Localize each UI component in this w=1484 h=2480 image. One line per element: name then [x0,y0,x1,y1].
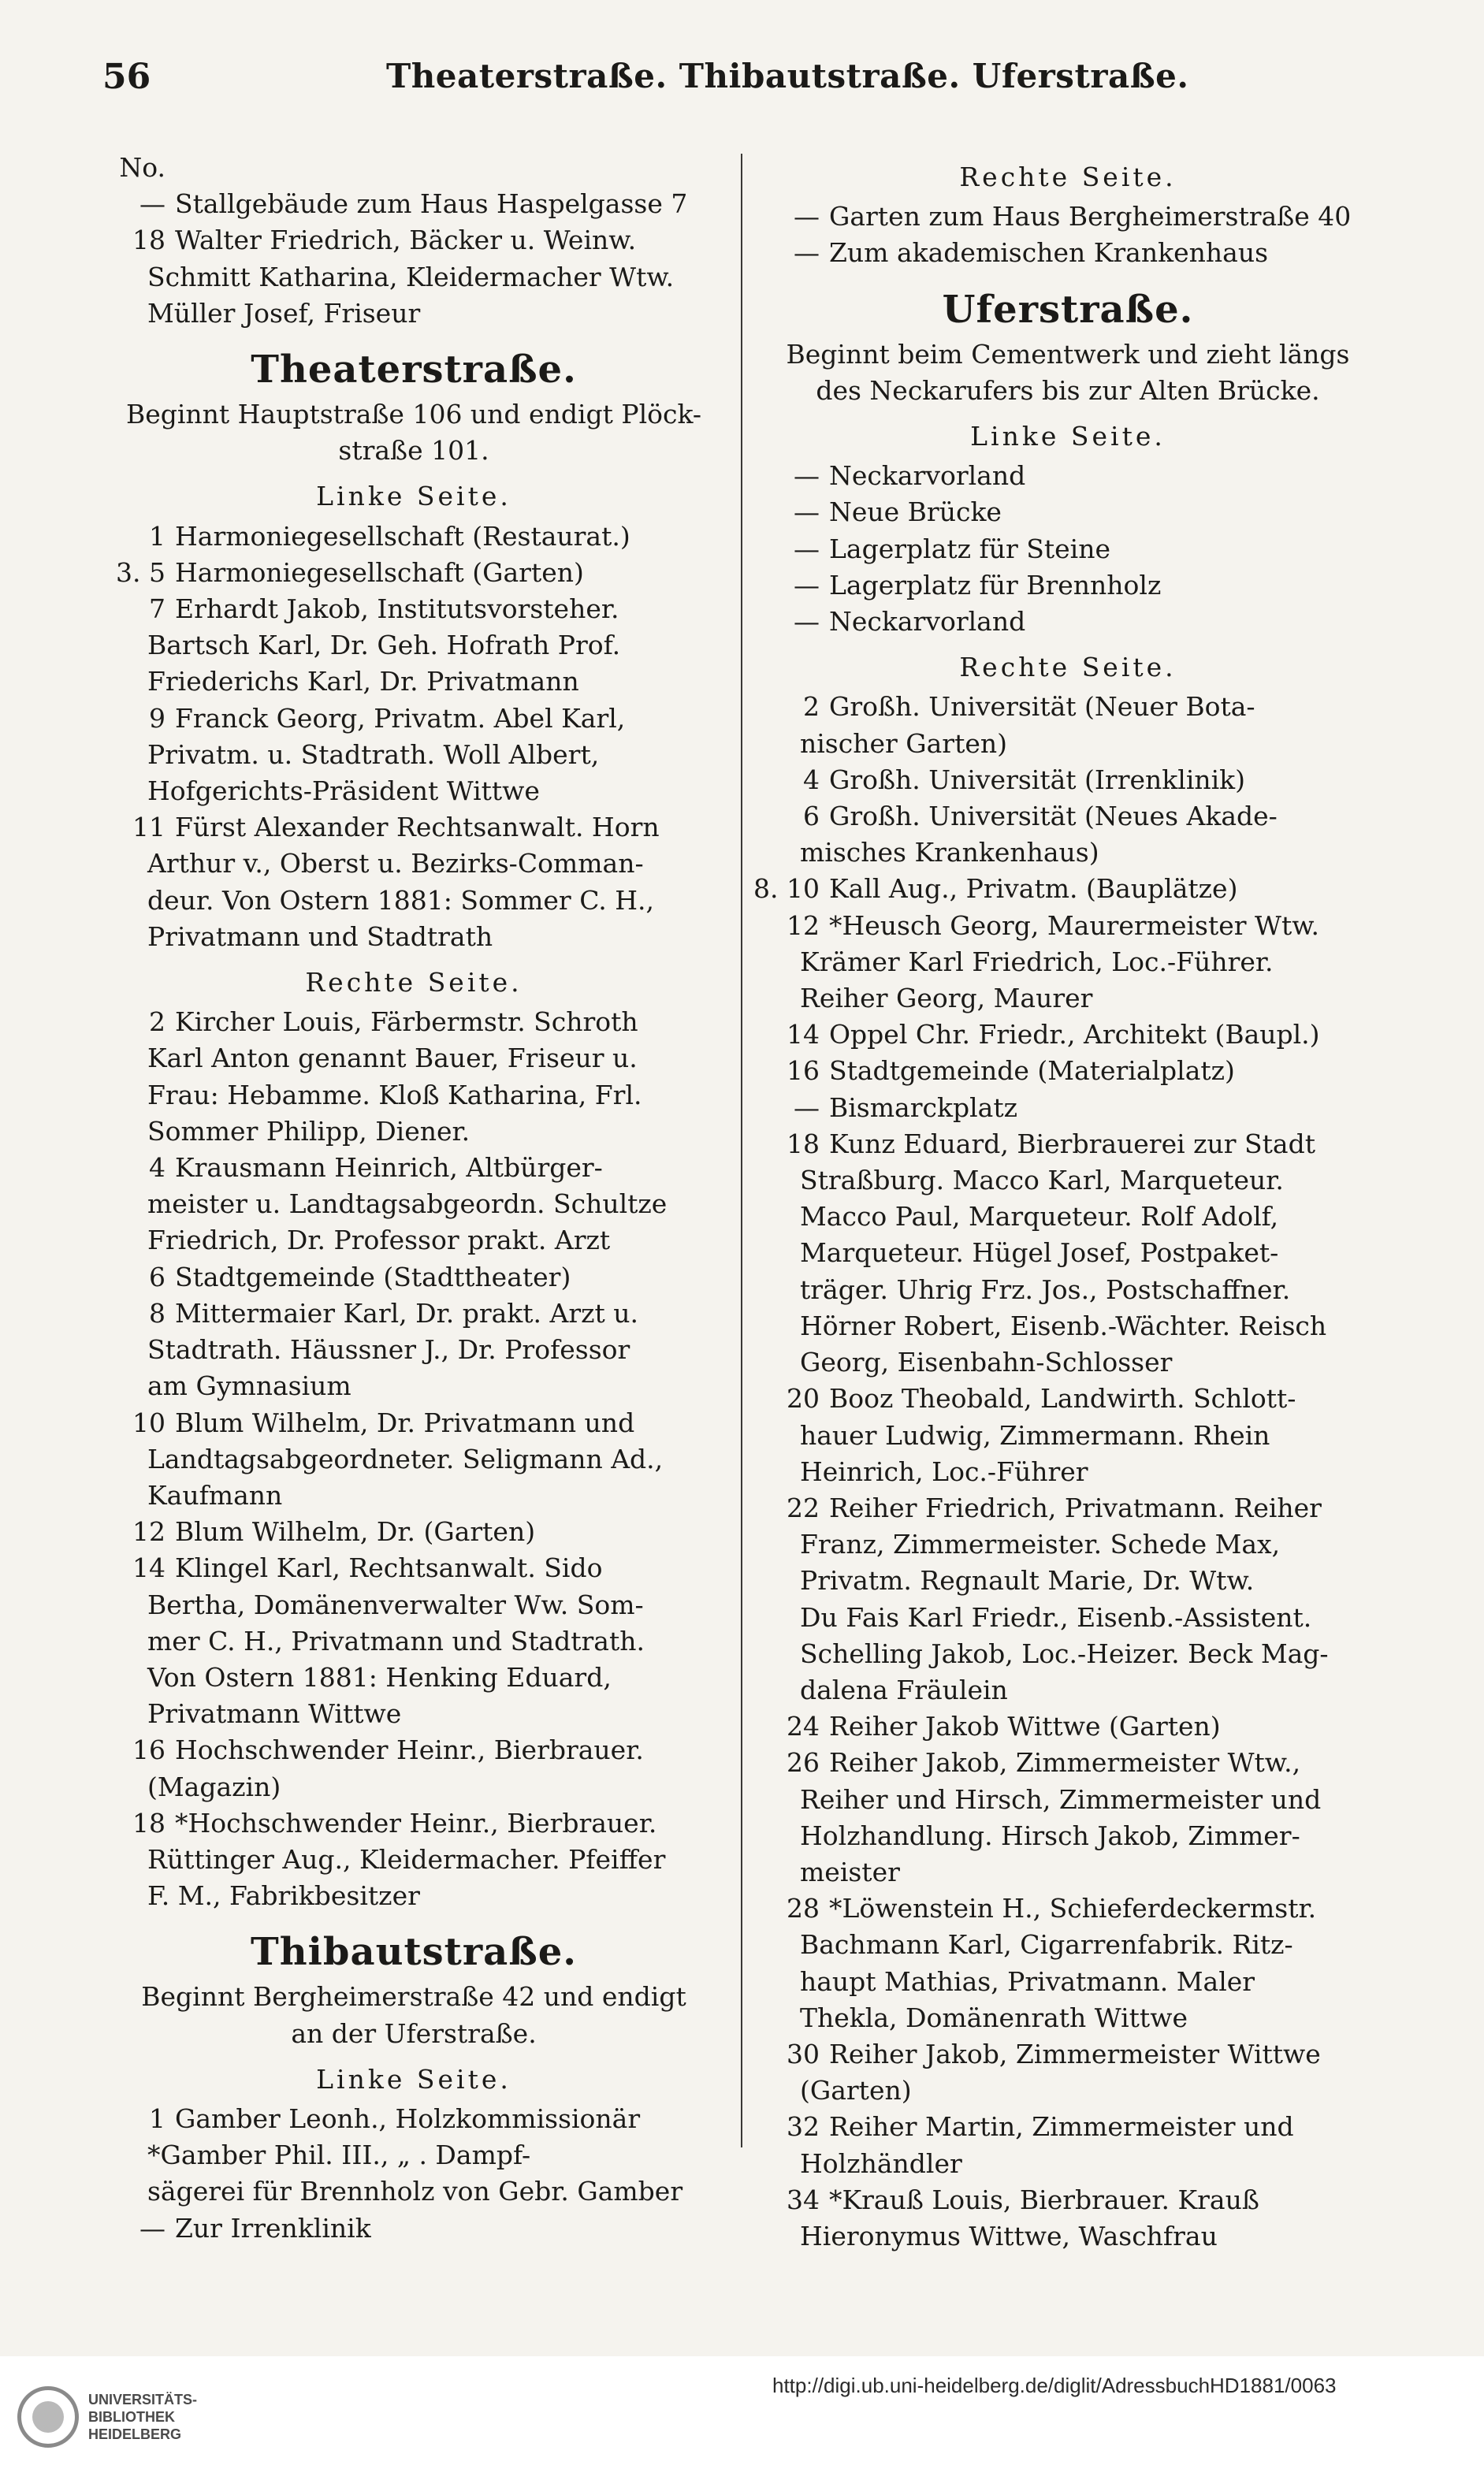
house-number: — [794,569,820,600]
entry-continuation: mer C. H., Privatmann und Stadtrath. [147,1625,645,1656]
source-url-link[interactable]: http://digi.ub.uni-heidelberg.de/diglit/AdressbuchHD1881/0063 [772,2374,1337,2397]
side-heading: Linke Seite. [316,2063,511,2095]
entry-text: Harmoniegesellschaft (Garten) [175,556,584,588]
entry-text: *Krauß Louis, Bierbrauer. Krauß [829,2184,1259,2215]
entry-text: Zur Irrenklinik [175,2212,371,2244]
house-number: 22 [787,1492,820,1523]
house-number: 1 [149,2103,166,2134]
house-number: 16 [132,1735,166,1766]
entry-continuation: Stadtrath. Häussner J., Dr. Professor [147,1334,630,1366]
house-number: 1 [149,520,166,552]
entry-continuation: meister [800,1856,900,1887]
entry-continuation: nischer Garten) [800,727,1008,759]
entry-line [99,1150,729,1186]
entry-line [753,1090,1383,1126]
house-number: — [139,2212,166,2244]
entry-continuation: haupt Mathias, Privatmann. Maler [800,1965,1255,1997]
entry-text: Franck Georg, Privatm. Abel Karl, [175,702,626,734]
house-number: 30 [787,2038,820,2069]
column-divider [741,154,742,2147]
entry-text: Kall Aug., Privatm. (Bauplätze) [829,873,1238,905]
entry-line [753,1126,1383,1162]
entry-text: Reiher Friedrich, Privatmann. Reiher [829,1492,1322,1523]
entry-line [99,1514,729,1550]
street-description: des Neckarufers bis zur Alten Brücke. [816,374,1320,406]
house-number: 18 [132,1807,166,1839]
entry-line [99,186,729,222]
entry-continuation: Franz, Zimmermeister. Schede Max, [800,1529,1281,1560]
entry-line [753,458,1383,494]
street-heading: Uferstraße. [942,287,1194,332]
entry-line [99,519,729,555]
entry-text: Stadtgemeinde (Stadttheater) [175,1261,571,1292]
entry-text: Reiher Jakob, Zimmermeister Wittwe [829,2038,1321,2069]
house-number: — [794,496,820,528]
left-column [99,150,729,2247]
entry-line [99,1405,729,1441]
house-number: — [794,201,820,232]
entry-continuation: dalena Fräulein [800,1674,1008,1705]
house-number: 14 [787,1019,820,1050]
entry-line [99,1259,729,1296]
house-number: 16 [787,1055,820,1087]
entry-continuation: Landtagsabgeordneter. Seligmann Ad., [147,1443,664,1474]
entry-continuation: Straßburg. Macco Karl, Marqueteur. [800,1165,1284,1196]
entry-text: *Heusch Georg, Maurermeister Wtw. [829,909,1320,941]
entry-continuation: Kaufmann [147,1479,283,1511]
entry-text: Booz Theobald, Landwirth. Schlott- [829,1383,1296,1415]
entry-text: Großh. Universität (Irrenklinik) [829,764,1246,795]
entry-continuation: Schelling Jakob, Loc.-Heizer. Beck Mag- [800,1638,1329,1669]
entry-line [753,1053,1383,1089]
entry-line [753,604,1383,640]
house-number: 28 [787,1893,820,1924]
entry-text: Garten zum Haus Bergheimerstraße 40 [829,201,1352,232]
entry-continuation: träger. Uhrig Frz. Jos., Postschaffner. [800,1273,1291,1305]
house-number: 7 [149,593,166,625]
entry-continuation: (Garten) [800,2075,912,2106]
house-number: — [794,606,820,638]
entry-continuation: Privatm. u. Stadtrath. Woll Albert, [147,738,600,770]
entry-continuation: Marqueteur. Hügel Josef, Postpaket- [800,1237,1279,1269]
entry-line [753,1381,1383,1417]
entry-text: Stadtgemeinde (Materialplatz) [829,1055,1235,1087]
logo-line: BIBLIOTHEK [88,2409,175,2425]
house-number: 24 [787,1711,820,1742]
entry-text: Krausmann Heinrich, Altbürger- [175,1152,603,1184]
library-seal-icon [17,2386,79,2448]
page-header [102,57,1382,112]
house-number: 6 [803,801,820,832]
entry-line [753,798,1383,835]
entry-line [99,1550,729,1586]
entry-text: Lagerplatz für Steine [829,533,1110,564]
entry-text: Großh. Universität (Neues Akade- [829,801,1278,832]
logo-line: HEIDELBERG [88,2426,182,2442]
entry-continuation: Privatm. Regnault Marie, Dr. Wtw. [800,1565,1255,1597]
entry-line [753,494,1383,530]
house-number: 34 [787,2184,820,2215]
right-column [753,150,1383,2255]
entry-text: Neckarvorland [829,460,1026,492]
house-number: 3. 5 [116,556,166,588]
entry-continuation: Schmitt Katharina, Kleidermacher Wtw. [147,261,675,292]
entry-continuation: misches Krankenhaus) [800,837,1099,868]
entry-continuation: *Gamber Phil. III., „ . Dampf- [147,2140,531,2171]
entry-text: Oppel Chr. Friedr., Architekt (Baupl.) [829,1019,1320,1050]
house-number: 12 [787,909,820,941]
street-description: Beginnt beim Cementwerk und zieht längs [786,338,1350,370]
entry-text: Reiher Martin, Zimmermeister und [829,2111,1294,2143]
house-number: 11 [132,812,166,843]
entry-text: *Löwenstein H., Schieferdeckermstr. [829,1893,1317,1924]
entry-line [99,1732,729,1768]
entry-continuation: Hörner Robert, Eisenb.-Wächter. Reisch [800,1310,1327,1341]
entry-continuation: sägerei für Brennholz von Gebr. Gamber [147,2176,683,2207]
entry-continuation: Holzhändler [800,2147,962,2179]
library-logo-text [88,2391,197,2443]
entry-continuation: Müller Josef, Friseur [147,297,421,329]
entry-text: Neckarvorland [829,606,1026,638]
entry-text: Großh. Universität (Neuer Bota- [829,691,1255,723]
entry-line [753,871,1383,907]
entry-text: Klingel Karl, Rechtsanwalt. Sido [175,1552,603,1584]
house-number: — [139,188,166,220]
house-number: 14 [132,1552,166,1584]
house-number: No. [119,152,166,183]
page-number: 56 [102,57,151,97]
house-number: 18 [132,225,166,256]
entry-continuation: Von Ostern 1881: Henking Eduard, [147,1661,612,1693]
entry-text: Bismarckplatz [829,1091,1017,1123]
logo-line: UNIVERSITÄTS- [88,2392,198,2407]
entry-continuation: Privatmann Wittwe [147,1698,402,1730]
entry-text: Zum akademischen Krankenhaus [829,237,1269,269]
entry-continuation: Bachmann Karl, Cigarrenfabrik. Ritz- [800,1929,1293,1961]
entry-line [753,531,1383,567]
entry-text: Blum Wilhelm, Dr. Privatmann und [175,1407,635,1438]
street-heading: Thibautstraße. [251,1930,577,1975]
entry-continuation: Holzhandlung. Hirsch Jakob, Zimmer- [800,1820,1300,1851]
entry-continuation: Georg, Eisenbahn-Schlosser [800,1347,1173,1378]
house-number: 9 [149,702,166,734]
entry-continuation: am Gymnasium [147,1370,351,1402]
entry-line [753,908,1383,944]
entry-line [99,150,729,186]
entry-text: Lagerplatz für Brennholz [829,569,1162,600]
entry-continuation: Du Fais Karl Friedr., Eisenb.-Assistent. [800,1601,1312,1633]
entry-line [753,1017,1383,1053]
street-description: an der Uferstraße. [291,2017,537,2049]
entry-text: Neue Brücke [829,496,1002,528]
entry-line [753,689,1383,725]
entry-continuation: Hofgerichts-Präsident Wittwe [147,775,540,807]
entry-continuation: Rüttinger Aug., Kleidermacher. Pfeiffer [147,1843,666,1875]
entry-continuation: Privatmann und Stadtrath [147,920,493,952]
entry-text: Blum Wilhelm, Dr. (Garten) [175,1516,536,1548]
entry-continuation: Friederichs Karl, Dr. Privatmann [147,666,579,697]
house-number: — [794,237,820,269]
entry-line [99,555,729,591]
side-heading: Rechte Seite. [959,652,1177,683]
house-number: 10 [132,1407,166,1438]
entry-text: Fürst Alexander Rechtsanwalt. Horn [175,812,660,843]
entry-continuation: Macco Paul, Marqueteur. Rolf Adolf, [800,1201,1279,1233]
entry-continuation: Sommer Philipp, Diener. [147,1115,470,1147]
entry-line [99,2210,729,2247]
side-heading: Linke Seite. [316,481,511,512]
entry-continuation: Bartsch Karl, Dr. Geh. Hofrath Prof. [147,630,621,661]
house-number: 4 [149,1152,166,1184]
house-number: — [794,1091,820,1123]
house-number: — [794,533,820,564]
house-number: 2 [803,691,820,723]
entry-line [753,1490,1383,1526]
house-number: — [794,460,820,492]
entry-text: Hochschwender Heinr., Bierbrauer. [175,1735,644,1766]
entry-text: Walter Friedrich, Bäcker u. Weinw. [175,225,637,256]
street-description: straße 101. [338,435,489,467]
house-number: 12 [132,1516,166,1548]
entry-continuation: Bertha, Domänenverwalter Ww. Som- [147,1589,644,1620]
entry-continuation: (Magazin) [147,1771,281,1802]
side-heading: Rechte Seite. [305,967,523,998]
running-title: Theaterstraße. Thibautstraße. Uferstraße. [386,57,1189,95]
entry-line [753,1708,1383,1745]
entry-line [753,1891,1383,1927]
house-number: 6 [149,1261,166,1292]
entry-line [753,567,1383,604]
entry-line [99,2101,729,2137]
entry-continuation: Arthur v., Oberst u. Bezirks-Comman- [147,848,644,879]
street-heading: Theaterstraße. [251,348,577,392]
house-number: 20 [787,1383,820,1415]
house-number: 18 [787,1128,820,1159]
entry-line [753,2182,1383,2218]
entry-text: Erhardt Jakob, Institutsvorsteher. [175,593,619,625]
side-heading: Linke Seite. [970,421,1166,452]
entry-continuation: Thekla, Domänenrath Wittwe [800,2002,1188,2033]
house-number: 4 [803,764,820,795]
entry-text: Gamber Leonh., Holzkommissionär [175,2103,641,2134]
entry-continuation: Reiher Georg, Maurer [800,983,1093,1014]
entry-line [99,809,729,846]
entry-line [753,235,1383,271]
entry-text: Stallgebäude zum Haus Haspelgasse 7 [175,188,688,220]
entry-line [99,701,729,737]
street-description: Beginnt Bergheimerstraße 42 und endigt [141,1981,686,2013]
entry-text: Kunz Eduard, Bierbrauerei zur Stadt [829,1128,1315,1159]
entry-text: Reiher Jakob, Zimmermeister Wtw., [829,1747,1301,1779]
street-description: Beginnt Hauptstraße 106 und endigt Plöck- [125,399,702,430]
footer [0,2356,1484,2480]
entry-continuation: Karl Anton genannt Bauer, Friseur u. [147,1043,638,1074]
house-number: 8 [149,1297,166,1329]
entry-continuation: Frau: Hebamme. Kloß Katharina, Frl. [147,1079,642,1110]
entry-line [99,1004,729,1040]
entry-line [99,222,729,258]
entry-continuation: Hieronymus Wittwe, Waschfrau [800,2220,1218,2251]
entry-line [753,199,1383,235]
entry-line [753,762,1383,798]
entry-line [753,2036,1383,2073]
house-number: 32 [787,2111,820,2143]
entry-text: Kircher Louis, Färbermstr. Schroth [175,1006,638,1038]
entry-continuation: meister u. Landtagsabgeordn. Schultze [147,1188,668,1220]
entry-continuation: Heinrich, Loc.-Führer [800,1456,1088,1487]
side-heading: Rechte Seite. [959,162,1177,192]
entry-text: Reiher Jakob Wittwe (Garten) [829,1711,1221,1742]
entry-continuation: Friedrich, Dr. Professor prakt. Arzt [147,1225,611,1256]
entry-line [753,1745,1383,1781]
house-number: 2 [149,1006,166,1038]
house-number: 8. 10 [753,873,820,905]
house-number: 26 [787,1747,820,1779]
entry-continuation: deur. Von Ostern 1881: Sommer C. H., [147,884,655,916]
entry-continuation: Reiher und Hirsch, Zimmermeister und [800,1783,1322,1815]
entry-text: *Hochschwender Heinr., Bierbrauer. [175,1807,657,1839]
entry-text: Mittermaier Karl, Dr. prakt. Arzt u. [175,1297,639,1329]
entry-line [99,1296,729,1332]
entry-line [99,591,729,627]
entry-continuation: hauer Ludwig, Zimmermann. Rhein [800,1419,1270,1451]
entry-continuation: Krämer Karl Friedrich, Loc.-Führer. [800,946,1274,977]
entry-line [753,2109,1383,2145]
entry-continuation: F. M., Fabrikbesitzer [147,1880,420,1912]
entry-text: Harmoniegesellschaft (Restaurat.) [175,520,630,552]
entry-line [99,1805,729,1842]
